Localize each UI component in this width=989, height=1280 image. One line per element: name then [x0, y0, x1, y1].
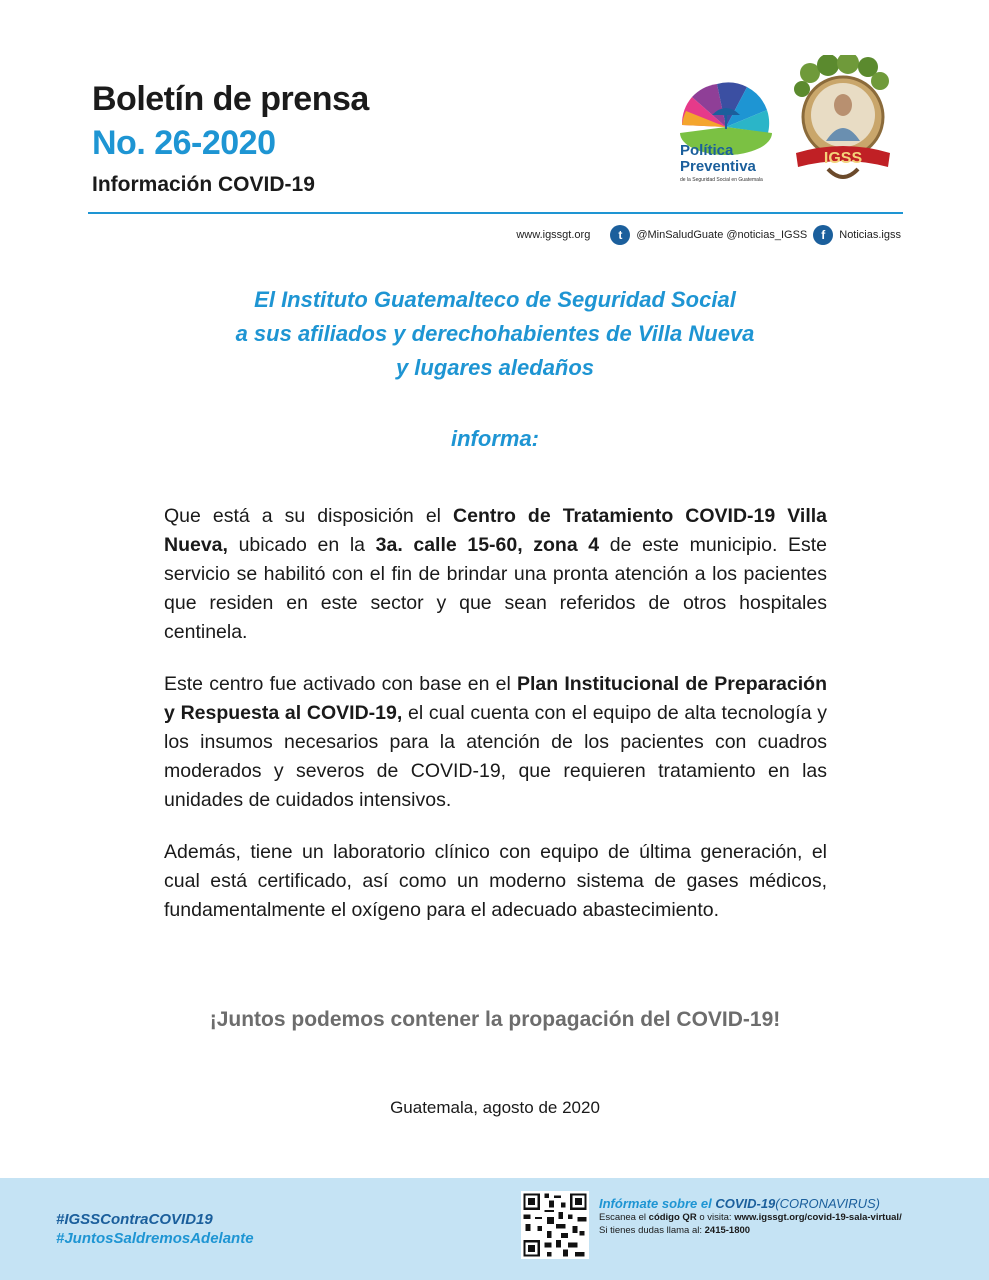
hashtag-juntos[interactable]: #JuntosSaldremosAdelante — [56, 1230, 254, 1247]
paragraph-1 — [164, 502, 827, 647]
bold-text: Centro de Tratamiento COVID-19 Villa Nueva, — [164, 505, 828, 556]
social-links — [516, 225, 901, 245]
paragraph-2 — [164, 670, 827, 815]
header-divider — [88, 212, 903, 214]
politica-caption: de la Seguridad Social en Guatemala — [680, 177, 763, 183]
body-text: ubicado en la — [227, 534, 376, 556]
phone-line: Si tienes dudas llama al: 2415-1800 — [599, 1225, 751, 1236]
facebook-icon: f — [813, 225, 833, 245]
twitter-icon: t — [610, 225, 630, 245]
headline — [120, 283, 870, 385]
bulletin-title: Boletín de prensa — [92, 80, 369, 118]
twitter-handles[interactable]: @MinSaludGuate @noticias_IGSS — [636, 229, 808, 241]
facebook-handle[interactable]: Noticias.igss — [839, 229, 901, 241]
headline-line1: El Instituto Guatemalteco de Seguridad Social — [254, 287, 736, 312]
bulletin-number: No. 26-2020 — [92, 124, 276, 162]
informa-heading: informa: — [451, 426, 539, 451]
info-title: Infórmate sobre el COVID-19(CORONAVIRUS) — [599, 1196, 881, 1211]
bold-text: Plan Institucional de Preparación y Respuesta al COVID-19, — [164, 673, 827, 724]
body-text: Que está a su disposición el — [164, 505, 454, 527]
date-line: Guatemala, agosto de 2020 — [390, 1098, 600, 1117]
igss-logo — [788, 55, 898, 185]
body-text: Además, tiene un laboratorio clínico con equipo de última generación, el cual está certificado, así como un moderno sistema de gases médicos, fundamentalmente el oxígeno para el adecuado abastecimiento. — [164, 841, 827, 921]
qr-code-icon[interactable] — [521, 1191, 589, 1259]
bold-text: 3a. calle 15-60, zona 4 — [375, 534, 600, 556]
politica-preventiva-logo — [672, 75, 780, 185]
website-link[interactable]: www.igssgt.org — [516, 229, 591, 241]
politica-line2: Preventiva — [680, 158, 756, 175]
headline-line3: y lugares aledaños — [395, 355, 595, 380]
igss-text: IGSS — [823, 150, 863, 167]
body-text: Este centro fue activado con base en el — [164, 673, 517, 695]
politica-line1: Política — [680, 142, 734, 159]
bulletin-subtitle: Información COVID-19 — [92, 173, 315, 196]
scan-instruction: Escanea el código QR o visita: www.igssgt.org/covid-19-sala-virtual/ — [599, 1212, 902, 1223]
headline-line2: a sus afiliados y derechohabientes de Villa Nueva — [235, 321, 755, 346]
body-text: el cual cuenta con el equipo de alta tecnología y los insumos necesarios para la atención de los pacientes con cuadros moderados y severos de COVID-19, que requieren tratamiento en las unidades de cuidados intensivos. — [164, 702, 828, 811]
closing-slogan: ¡Juntos podemos contener la propagación del COVID-19! — [209, 1008, 781, 1031]
footer-info — [599, 1196, 939, 1237]
phone-number[interactable]: 2415-1800 — [704, 1225, 751, 1236]
hashtag-igss[interactable]: #IGSSContraCOVID19 — [56, 1211, 213, 1228]
body-text: de este municipio. Este servicio se habilitó con el fin de brindar una pronta atención a los pacientes que residen en este sector y que sean referidos de otros hospitales centinela. — [164, 534, 827, 643]
virtual-room-link[interactable]: www.igssgt.org/covid-19-sala-virtual/ — [734, 1212, 902, 1223]
paragraph-3 — [164, 838, 827, 925]
